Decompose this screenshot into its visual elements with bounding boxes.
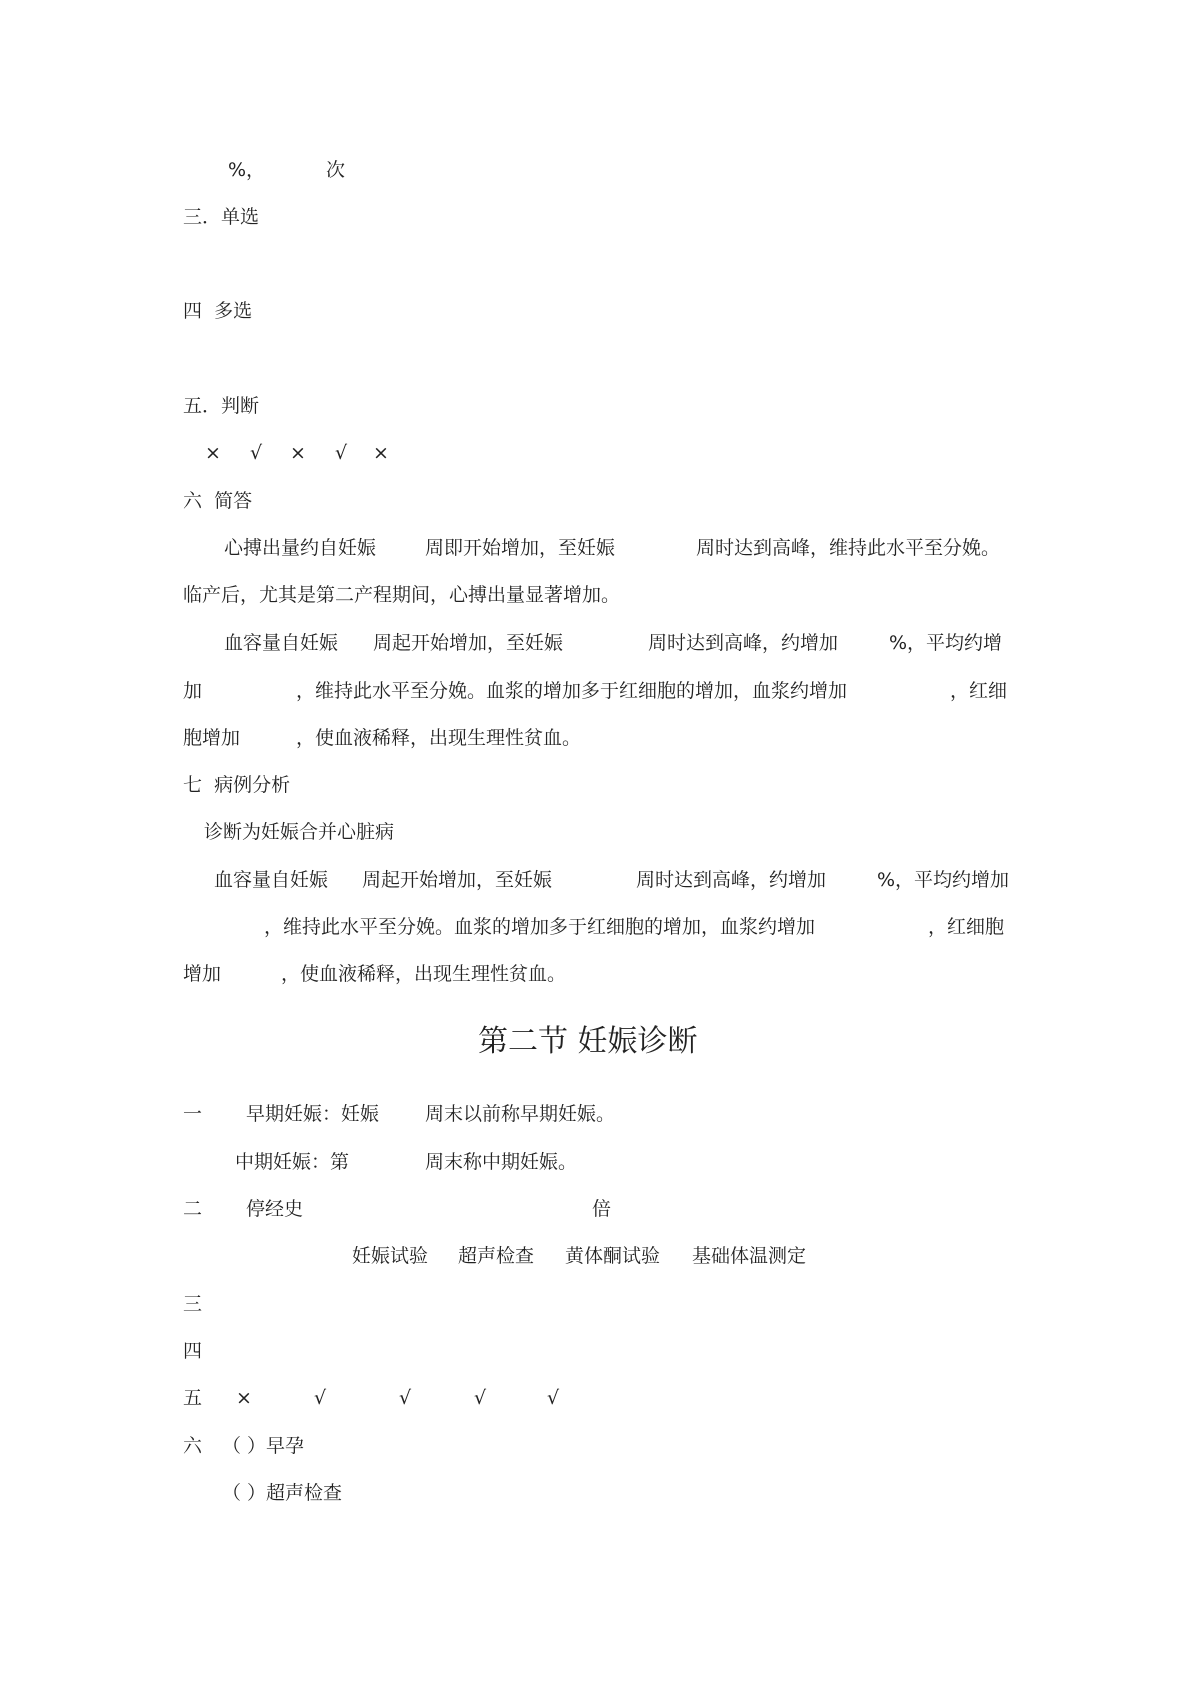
answer2-part4: %，平均约增 [889,632,1003,654]
case-line3-part2: ，使血液稀释，出现生理性贫血。 [281,963,567,985]
times-fragment: 次 [326,159,346,181]
six-early-pregnancy: （ ）早孕 [222,1435,305,1457]
exam-ultrasound: 超声检查 [458,1245,535,1267]
case-part4: %，平均约增加 [877,869,1010,891]
exam-basal-temperature: 基础体温测定 [692,1245,807,1267]
exam-pregnancy-test: 妊娠试验 [352,1245,429,1267]
heading-short-answer: 六 简答 [183,490,253,512]
answer1-line2: 临产后，尤其是第二产程期间，心搏出量显著增加。 [183,584,621,606]
heading-case-analysis: 七 病例分析 [183,774,291,796]
case-line3-part1: 增加 [183,963,222,985]
mid-pregnancy-part2: 周末称中期妊娠。 [425,1151,578,1173]
five-mark-4: √ [474,1387,487,1409]
answer2-line2-part3: ，红细 [950,680,1008,702]
judge-mark-1: × [205,442,221,464]
percent-fragment: %， [228,159,266,181]
case-line2-part1: ，维持此水平至分娩。血浆的增加多于红细胞的增加，血浆约增加 [264,916,816,938]
case-part2: 周起开始增加，至妊娠 [362,869,553,891]
five-mark-5: √ [547,1387,560,1409]
heading-single-choice: 三．单选 [183,206,260,228]
case-part1: 血容量自妊娠 [214,869,329,891]
answer1-part3: 周时达到高峰，维持此水平至分娩。 [696,537,1001,559]
judge-mark-2: √ [250,442,263,464]
item-five: 五 [183,1387,203,1409]
amenorrhea-history: 停经史 [246,1198,304,1220]
heading-true-false: 五．判断 [183,395,260,417]
early-pregnancy-part2: 周末以前称早期妊娠。 [425,1103,616,1125]
six-ultrasound: （ ）超声检查 [222,1482,343,1504]
item-two-number: 二 [183,1198,203,1220]
section-title: 第二节 妊娠诊断 [478,1024,698,1059]
judge-mark-3: × [290,442,306,464]
early-pregnancy-part1: 早期妊娠：妊娠 [246,1103,380,1125]
answer1-part2: 周即开始增加，至妊娠 [425,537,616,559]
case-line2-part2: ，红细胞 [928,916,1005,938]
answer2-part1: 血容量自妊娠 [224,632,339,654]
answer2-line2-part1: 加 [183,680,203,702]
item-four: 四 [183,1340,203,1362]
item-one-number: 一 [183,1103,203,1125]
case-part3: 周时达到高峰，约增加 [636,869,827,891]
answer2-line2-part2: ，维持此水平至分娩。血浆的增加多于红细胞的增加，血浆约增加 [296,680,848,702]
item-three: 三 [183,1293,203,1315]
five-mark-3: √ [399,1387,412,1409]
diagnosis-text: 诊断为妊娠合并心脏病 [204,821,395,843]
answer2-part2: 周起开始增加，至妊娠 [373,632,564,654]
answer1-part1: 心搏出量约自妊娠 [224,537,377,559]
answer2-line3-part1: 胞增加 [183,727,241,749]
answer2-part3: 周时达到高峰，约增加 [648,632,839,654]
judge-mark-4: √ [335,442,348,464]
item-six: 六 [183,1435,203,1457]
answer2-line3-part2: ，使血液稀释，出现生理性贫血。 [296,727,582,749]
five-mark-1: × [236,1387,252,1409]
judge-mark-5: × [373,442,389,464]
five-mark-2: √ [314,1387,327,1409]
exam-progesterone: 黄体酮试验 [565,1245,661,1267]
heading-multiple-choice: 四 多选 [183,300,253,322]
mid-pregnancy-part1: 中期妊娠：第 [235,1151,350,1173]
times-multiplier: 倍 [592,1198,612,1220]
